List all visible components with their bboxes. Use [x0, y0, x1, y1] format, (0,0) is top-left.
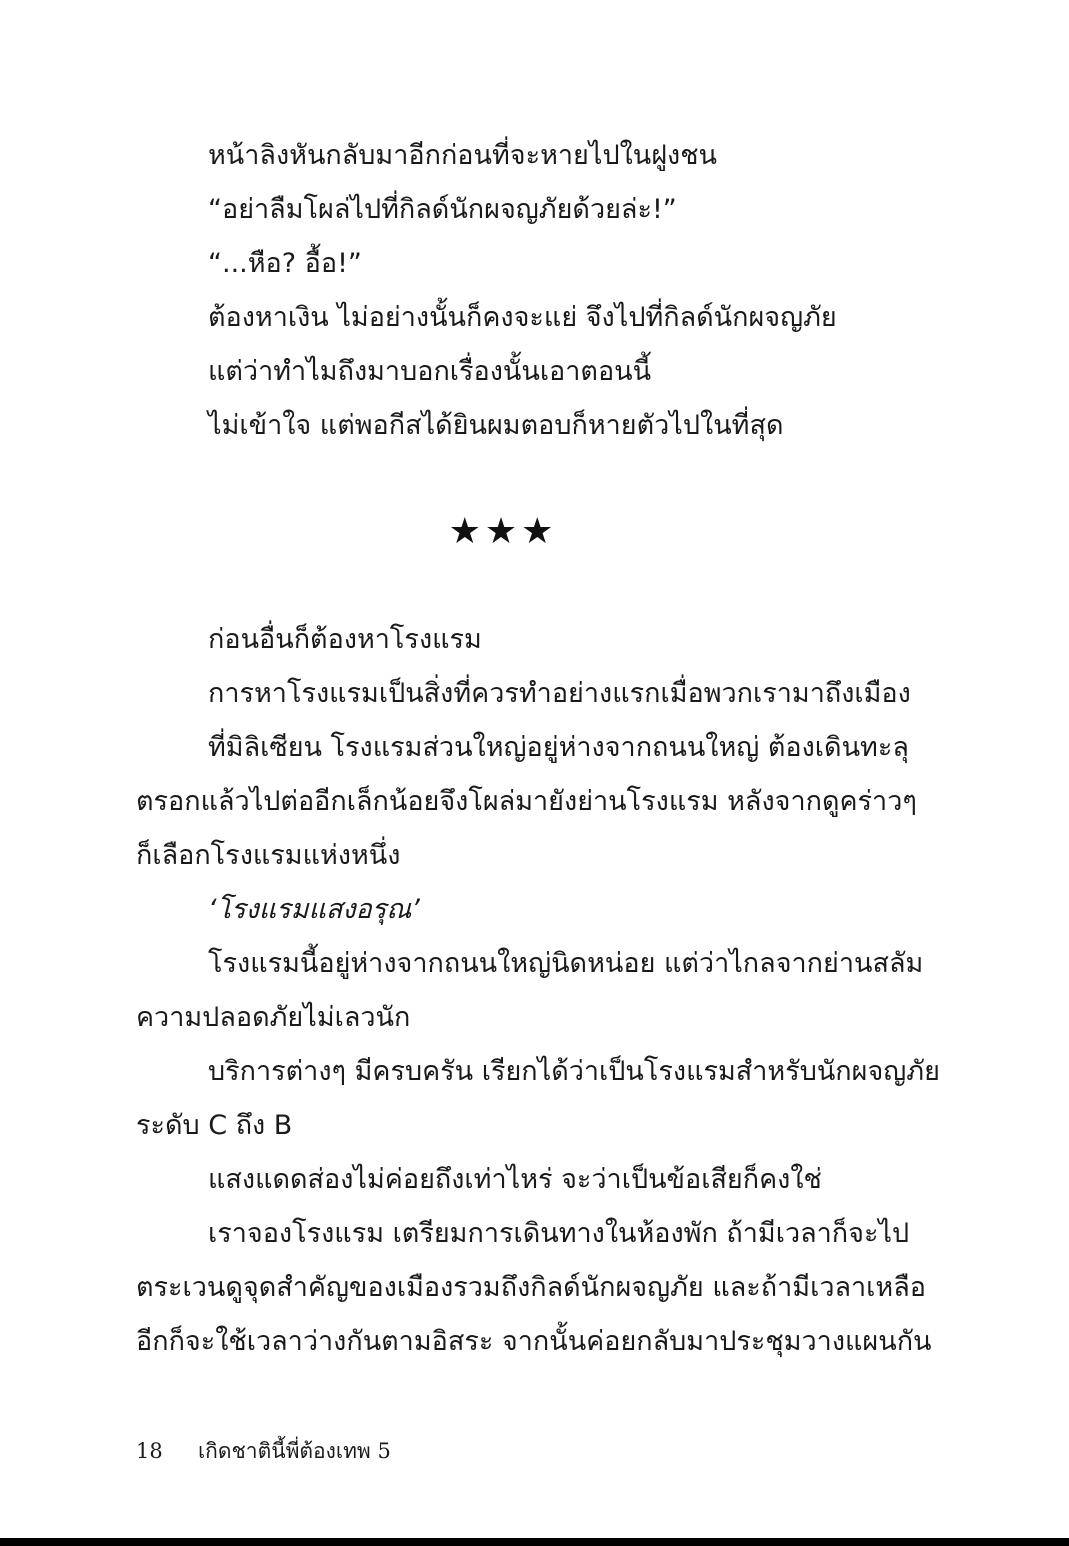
paragraph-line: ที่มิลิเซียน โรงแรมส่วนใหญ่อยู่ห่างจากถนนใหญ่ ต้องเดินทะลุ — [208, 732, 909, 763]
paragraph-line: ระดับ C ถึง B — [136, 1110, 293, 1141]
scan-edge-bar — [0, 1538, 1069, 1546]
dialogue-line: “อย่าลืมโผล่ไปที่กิลด์นักผจญภัยด้วยล่ะ!” — [208, 194, 677, 225]
paragraph-line: บริการต่างๆ มีครบครัน เรียกได้ว่าเป็นโรงแรมสำหรับนักผจญภัย — [208, 1056, 940, 1087]
hotel-name-line: ‘โรงแรมแสงอรุณ’ — [208, 894, 420, 925]
paragraph-line: ก็เลือกโรงแรมแห่งหนึ่ง — [136, 840, 401, 871]
paragraph-line: โรงแรมนี้อยู่ห่างจากถนนใหญ่นิดหน่อย แต่ว่าไกลจากย่านสลัม — [208, 948, 924, 979]
paragraph-line: ตระเวนดูจุดสำคัญของเมืองรวมถึงกิลด์นักผจญภัย และถ้ามีเวลาเหลือ — [136, 1272, 926, 1303]
paragraph-line: ไม่เข้าใจ แต่พอกีสได้ยินผมตอบก็หายตัวไปในที่สุด — [208, 410, 784, 441]
scene-break-separator: ★★★ — [448, 511, 558, 552]
paragraph-line: อีกก็จะใช้เวลาว่างกันตามอิสระ จากนั้นค่อยกลับมาประชุมวางแผนกัน — [136, 1326, 932, 1357]
page-number: 18 — [136, 1439, 163, 1463]
paragraph-line: แต่ว่าทำไมถึงมาบอกเรื่องนั้นเอาตอนนี้ — [208, 356, 652, 387]
paragraph-line: ตรอกแล้วไปต่ออีกเล็กน้อยจึงโผล่มายังย่านโรงแรม หลังจากดูคร่าวๆ — [136, 786, 917, 817]
paragraph-line: ความปลอดภัยไม่เลวนัก — [136, 1002, 411, 1033]
page-footer — [136, 1436, 391, 1466]
paragraph-line: แสงแดดส่องไม่ค่อยถึงเท่าไหร่ จะว่าเป็นข้อเสียก็คงใช่ — [208, 1164, 822, 1195]
paragraph-line: เราจองโรงแรม เตรียมการเดินทางในห้องพัก ถ้ามีเวลาก็จะไป — [208, 1218, 910, 1249]
paragraph-line: ก่อนอื่นก็ต้องหาโรงแรม — [208, 624, 482, 655]
paragraph-line: ต้องหาเงิน ไม่อย่างนั้นก็คงจะแย่ จึงไปที่กิลด์นักผจญภัย — [208, 302, 837, 333]
dialogue-line: “...หือ? อื้อ!” — [208, 248, 362, 279]
paragraph-line: หน้าลิงหันกลับมาอีกก่อนที่จะหายไปในฝูงชน — [208, 140, 718, 171]
book-title: เกิดชาตินี้พี่ต้องเทพ 5 — [198, 1439, 391, 1463]
paragraph-line: การหาโรงแรมเป็นสิ่งที่ควรทำอย่างแรกเมื่อพวกเรามาถึงเมือง — [208, 678, 911, 709]
